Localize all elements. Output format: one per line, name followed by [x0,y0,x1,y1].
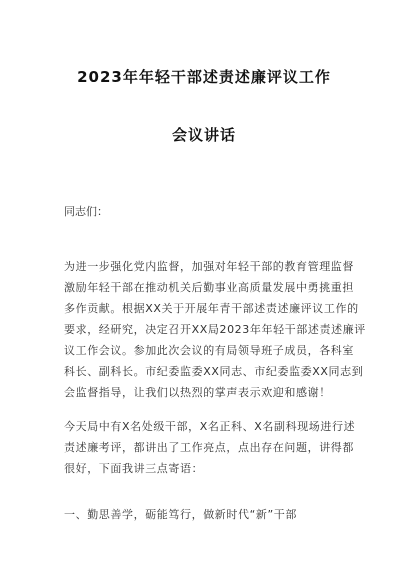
paragraph-evaluation [64,416,354,479]
salutation: 同志们： [64,205,108,218]
paragraph-line: 为进一步强化党内监督，加强对年轻干部的教育管理监督 [64,260,354,273]
document-subtitle: 会议讲话 [171,126,236,144]
paragraph-line: 要求，经研究，决定召开XX局2023年年轻干部述责述廉评 [64,323,366,336]
paragraph-line: 多作贡献。根据XX关于开展年青干部述责述廉评议工作的 [64,302,359,315]
paragraph-line: 责述廉考评，都讲出了工作亮点，点出存在问题，讲得都 [64,441,354,454]
paragraph-line: 议工作会议。参加此次会议的有局领导班子成员，各科室 [64,344,354,357]
paragraph-line: 科长、副科长。市纪委监委XX同志、市纪委监委XX同志到 [64,365,364,378]
document-title: 2023年年轻干部述责述廉评议工作 [77,68,331,86]
paragraph-line: 激励年轻干部在推动机关后勤事业高质量发展中勇挑重担 [64,281,354,294]
section-heading-text: 一、勤思善学，砺能笃行，做新时代“新”干部 [64,508,297,521]
paragraph-line: 会监督指导，让我们以热烈的掌声表示欢迎和感谢！ [64,386,331,399]
paragraph-line: 今天局中有X名处级干部，X名正科、X名副科现场进行述 [64,420,356,433]
paragraph-line: 很好，下面我讲三点寄语： [64,462,204,475]
section-heading [64,504,354,525]
paragraph-intro [64,256,366,403]
